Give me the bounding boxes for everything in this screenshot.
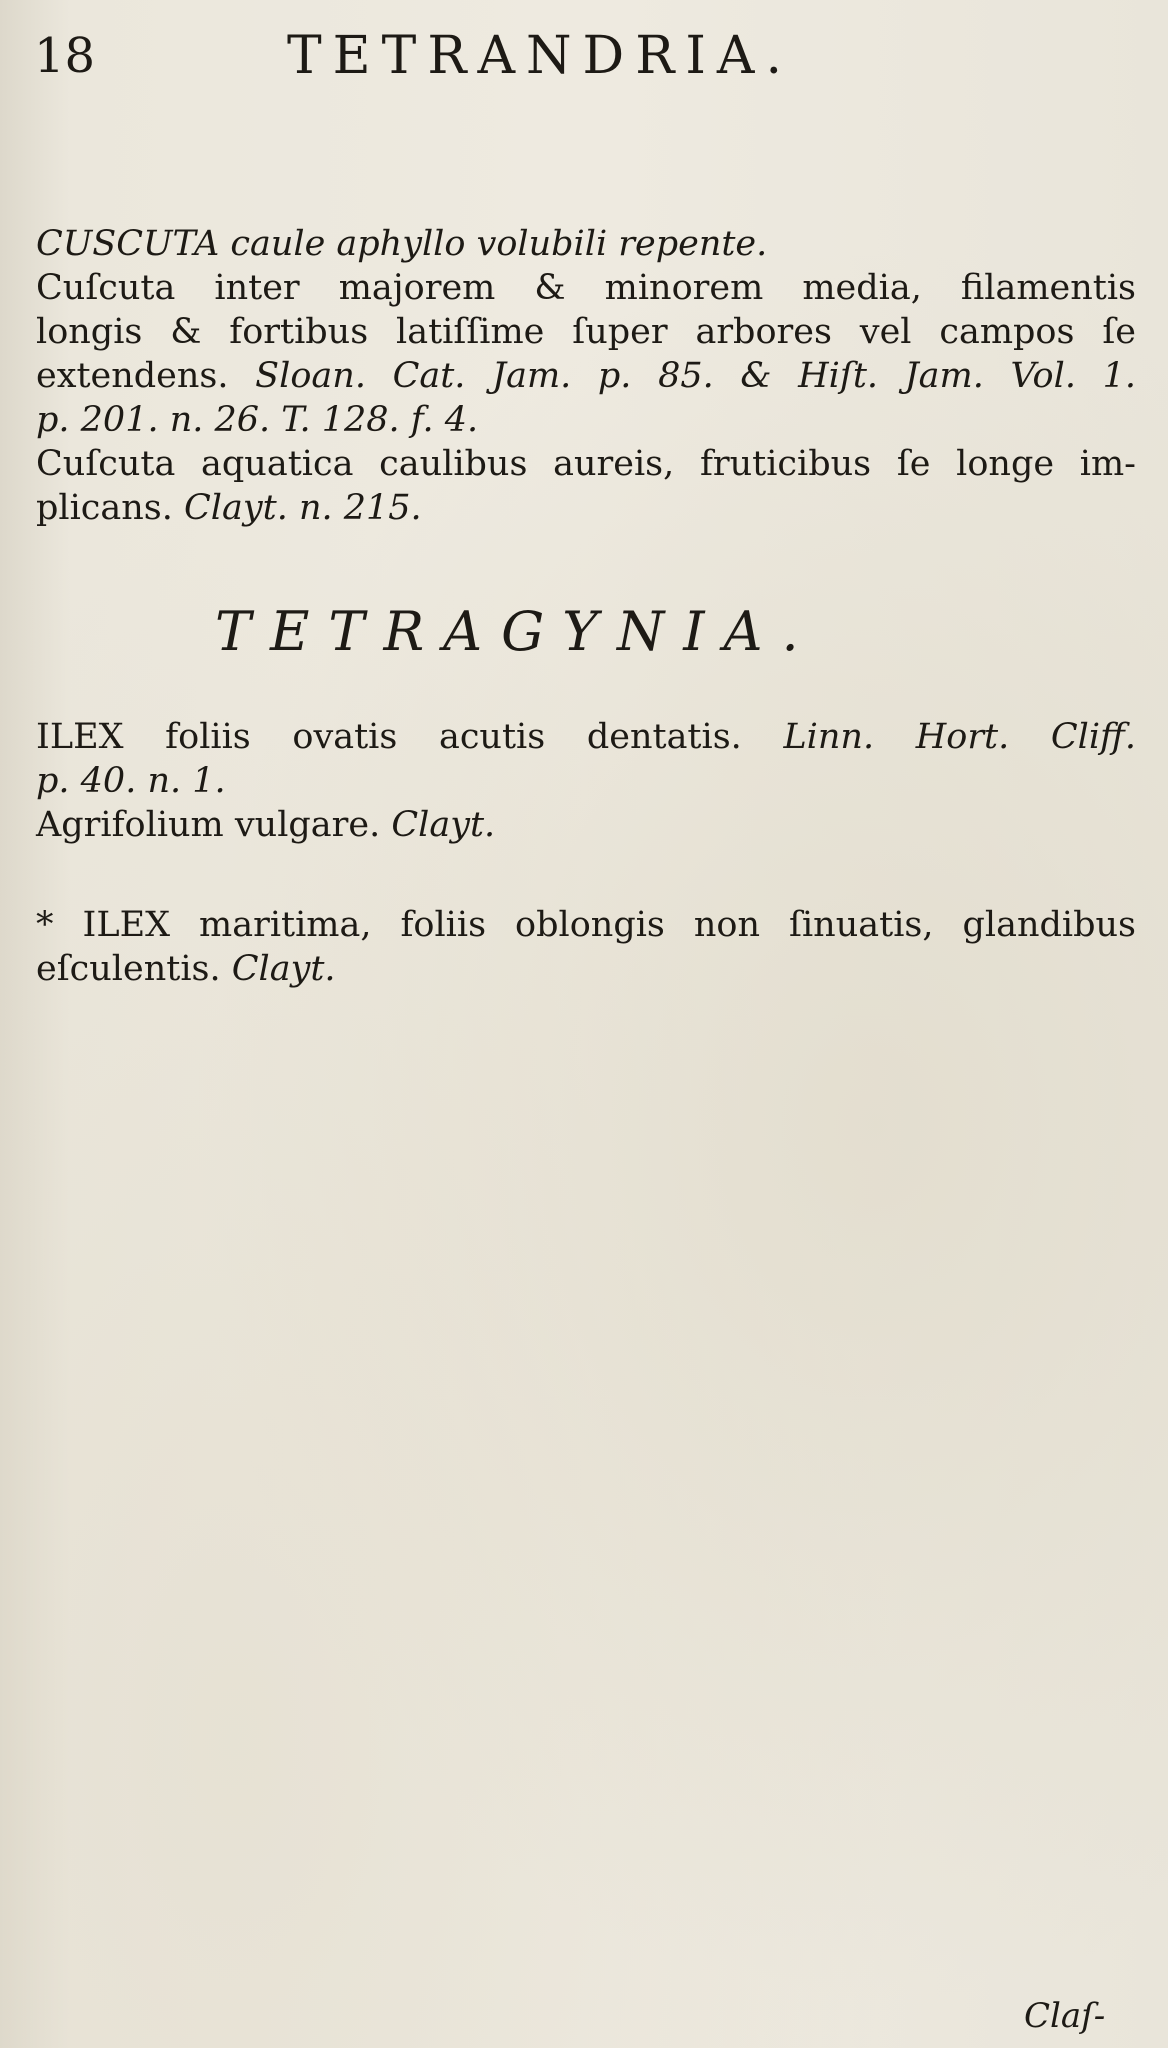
synonym-line (36, 803, 1136, 847)
species-line (36, 947, 1136, 991)
synonym-line: Cuſcuta aquatica caulibus aureis, fruticibus ſe longe im- (36, 444, 1136, 484)
citation: Clayt. (391, 805, 496, 845)
species-line (36, 715, 1136, 759)
cuscuta-entry (36, 222, 1136, 530)
synonym-text: Agrifolium vulgare. (36, 805, 381, 845)
synonym-line (36, 486, 1136, 530)
citation: Clayt. (231, 949, 336, 989)
ilex-entry (36, 715, 1136, 847)
page-number: 18 (34, 28, 96, 84)
synonym-line: Cuſcuta inter majorem & minorem media, filamentis (36, 268, 1136, 308)
citation: Clayt. n. 215. (184, 488, 422, 528)
species-phrase: eſculentis. (36, 949, 221, 989)
citation: Sloan. Cat. Jam. p. 85. & Hiſt. Jam. Vol. 1. (255, 356, 1136, 396)
synonym-text: extendens. (36, 356, 229, 396)
citation-line: p. 201. n. 26. T. 128. f. 4. (36, 400, 479, 440)
running-title: TETRANDRIA. (287, 26, 793, 86)
species-phrase: ILEX foliis ovatis acutis dentatis. (36, 717, 742, 757)
citation-line: p. 40. n. 1. (36, 761, 226, 801)
page-header (34, 24, 1134, 94)
catchword: Claſ- (1024, 1996, 1106, 2036)
synonym-text: plicans. (36, 488, 173, 528)
citation: Linn. Hort. Cliff. (783, 717, 1136, 757)
synonym-line: longis & fortibus latiſſime ſuper arbores vel campos ſe (36, 312, 1136, 352)
species-phrase: CUSCUTA caule aphyllo volubili repente. (36, 224, 768, 264)
species-line: * ILEX maritima, foliis oblongis non ſinuatis, glandibus (36, 905, 1136, 945)
section-heading: TETRAGYNIA. (215, 600, 818, 663)
synonym-line (36, 354, 1136, 398)
ilex-maritima-entry (36, 903, 1136, 991)
